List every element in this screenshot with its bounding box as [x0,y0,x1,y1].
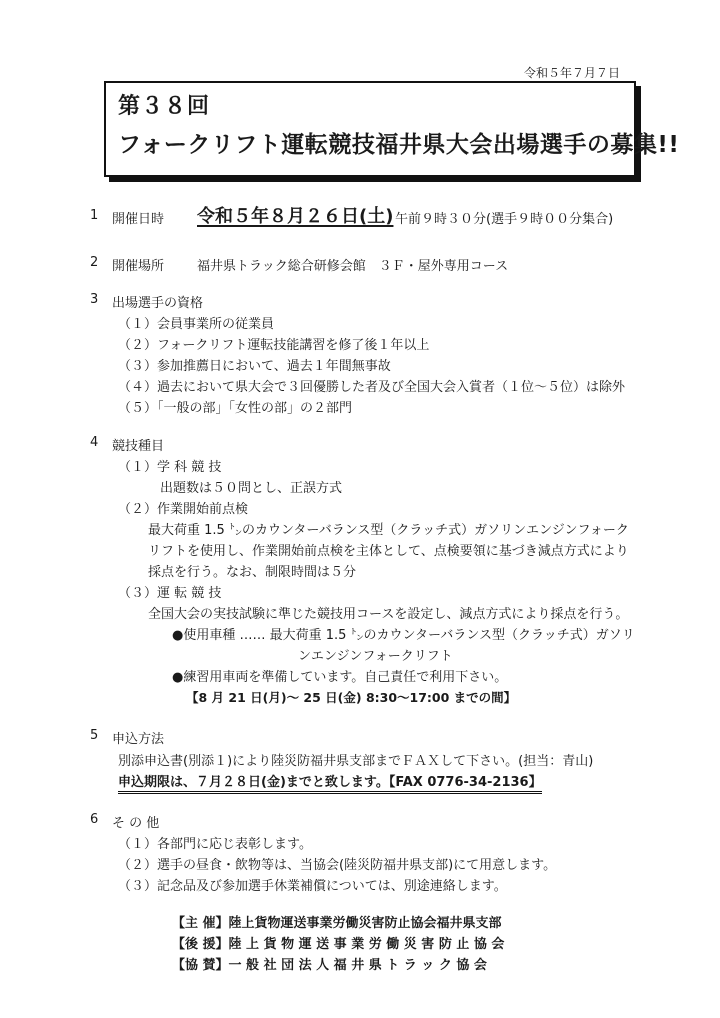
section-4-number: 4 [90,435,99,450]
application-instructions: 別添申込書(別添１)により陸災防福井県支部までＦＡＸして下さい。(担当：青山) [118,754,594,769]
issue-date: 令和５年７月７日 [523,66,620,80]
organizer: 【主 催】陸上貨物運送事業労働災害防止協会福井県支部 [172,916,502,931]
section-5-label: 申込方法 [112,732,165,747]
section-3-label: 出場選手の資格 [112,296,204,311]
event-subheading: （１）学 科 競 技 [118,460,222,475]
section-2-label: 開催場所 [112,259,165,274]
title-edition: 第３８回 [118,94,211,119]
vehicle-bullet: ●使用車種 …… 最大荷重 1.5 ㌧のカウンターバランス型（クラッチ式）ガソリ [172,628,635,643]
section-1-number: 1 [90,208,99,223]
event-time: 午前９時３０分(選手９時００分集合) [395,212,614,227]
application-deadline: 申込期限は、７月２８日(金)までと致します。【FAX 0776-34-2136】 [118,771,542,794]
section-5-number: 5 [90,728,99,743]
section-6-label: そ の 他 [112,816,160,831]
event-description: 全国大会の実技試験に準じた競技用コースを設定し、減点方式により採点を行う。 [148,607,629,622]
vehicle-bullet-continued: ンエンジンフォークリフト [298,649,453,664]
page-title: フォークリフト運転競技福井県大会出場選手の募集!! [118,132,680,158]
other-item: （１）各部門に応じ表彰します。 [118,837,312,852]
event-subheading: （２）作業開始前点検 [118,502,249,517]
qualification-item: （３）参加推薦日において、過去１年間無事故 [118,359,391,374]
practice-bullet: ●練習用車両を準備しています。自己責任で利用下さい。 [172,670,508,685]
qualification-item: （４）過去において県大会で３回優勝した者及び全国大会入賞者（１位～５位）は除外 [118,380,626,395]
event-description: リフトを使用し、作業開始前点検を主体として、点検要領に基づき減点方式により [148,544,629,559]
qualification-item: （５）「一般の部」「女性の部」の２部門 [118,401,353,416]
other-item: （２）選手の昼食・飲物等は、当協会(陸災防福井県支部)にて用意します。 [118,858,557,873]
qualification-item: （２）フォークリフト運転技能講習を修了後１年以上 [118,338,430,353]
event-date: 令和５年８月２６日(土) [197,206,394,227]
event-subheading: （３）運 転 競 技 [118,586,222,601]
event-description: 最大荷重 1.5 ㌧のカウンターバランス型（クラッチ式）ガソリンエンジンフォーク [148,523,629,538]
event-description: 採点を行う。なお、制限時間は５分 [148,565,357,580]
section-6-number: 6 [90,812,99,827]
qualification-item: （１）会員事業所の従業員 [118,317,275,332]
title-box [104,81,680,177]
venue: 福井県トラック総合研修会館 ３Ｆ・屋外専用コース [197,259,509,274]
sponsor: 【協 賛】一 般 社 団 法 人 福 井 県 ト ラ ッ ク 協 会 [172,958,487,973]
practice-period: 【8 月 21 日(月)～ 25 日(金) 8:30～17:00 までの間】 [186,690,517,705]
section-3-number: 3 [90,292,99,307]
other-item: （３）記念品及び参加選手休業補償については、別途連絡します。 [118,879,507,894]
section-2-number: 2 [90,255,99,270]
section-4-label: 競技種目 [112,439,165,454]
section-1-label: 開催日時 [112,212,165,227]
event-description: 出題数は５０問とし、正誤方式 [160,481,343,496]
supporter: 【後 援】陸 上 貨 物 運 送 事 業 労 働 災 害 防 止 協 会 [172,937,505,952]
